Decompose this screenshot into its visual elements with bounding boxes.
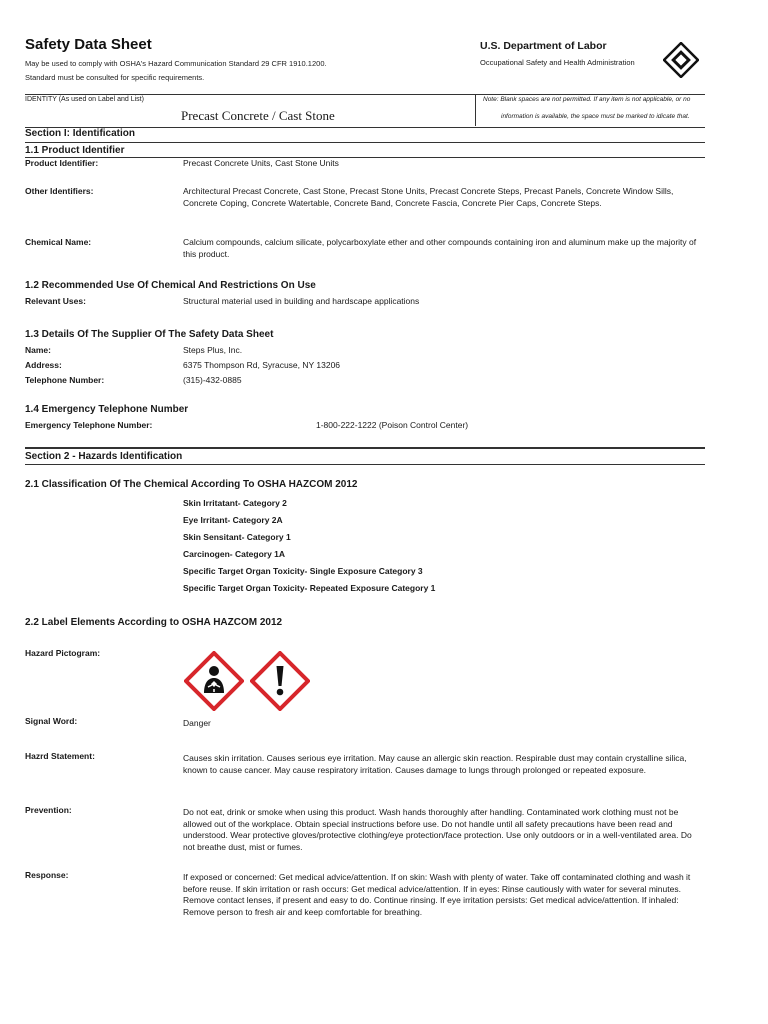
prevention-label: Prevention: xyxy=(25,805,72,815)
emergency-phone-label: Emergency Telephone Number: xyxy=(25,420,153,430)
response-label: Response: xyxy=(25,870,69,880)
compliance-note-2: Standard must be consulted for specific requirements. xyxy=(25,73,205,82)
other-identifiers-label: Other Identifiers: xyxy=(25,186,94,196)
section-2-heading: Section 2 - Hazards Identification xyxy=(25,451,183,462)
identity-label: IDENTITY (As used on Label and List) xyxy=(25,96,144,103)
subsection-2-2-heading: 2.2 Label Elements According to OSHA HAZCOM 2012 xyxy=(25,617,283,628)
product-identifier-value: Precast Concrete Units, Cast Stone Units xyxy=(183,158,339,168)
classification-item: Specific Target Organ Toxicity- Single Exposure Category 3 xyxy=(183,566,423,576)
signal-word-value: Danger xyxy=(183,718,211,728)
response-value: If exposed or concerned: Get medical advice/attention. If on skin: Wash with plenty of water. Take off contaminated clothing and wash it before reuse. If skin irritation or rash occurs: Get medical advice/attention. If in eyes: Rinse cautiously with water for several minutes. Remove contact lenses, if present and easy to do. Continue rinsing. If eye irritation persists: Get medical advice/attention. If inhaled: Remove person to fresh air and keep comfortable for breathing. xyxy=(183,872,691,917)
classification-item: Skin Irritatant- Category 2 xyxy=(183,498,287,508)
hazard-pictogram-label: Hazard Pictogram: xyxy=(25,648,101,658)
divider xyxy=(25,447,705,449)
other-identifiers-value: Architectural Precast Concrete, Cast Stone, Precast Stone Units, Precast Concrete Steps, Precast Panels, Concrete Window Sills, Concrete Coping, Concrete Watertable, Concrete Band, Concrete Fascia, Concrete Pier Caps, Concrete Steps. xyxy=(183,186,674,208)
health-hazard-icon xyxy=(184,651,244,711)
supplier-address-value: 6375 Thompson Rd, Syracuse, NY 13206 xyxy=(183,360,341,370)
hazard-statement-label: Hazrd Statement: xyxy=(25,751,95,761)
exclamation-mark-icon xyxy=(250,651,310,711)
subsection-1-4-heading: 1.4 Emergency Telephone Number xyxy=(25,404,189,415)
product-identifier-label: Product Identifier: xyxy=(25,158,99,168)
supplier-phone-label: Telephone Number: xyxy=(25,375,105,385)
subsection-1-3-heading: 1.3 Details Of The Supplier Of The Safety Data Sheet xyxy=(25,329,274,340)
agency-name: U.S. Department of Labor xyxy=(480,40,607,52)
compliance-note: May be used to comply with OSHA's Hazard Communication Standard 29 CFR 1910.1200. xyxy=(25,59,327,68)
supplier-address-label: Address: xyxy=(25,360,62,370)
blank-space-note-2: information is available, the space must be marked to idicate that. xyxy=(501,113,690,120)
subsection-1-2-heading: 1.2 Recommended Use Of Chemical And Restrictions On Use xyxy=(25,280,316,291)
subsection-2-1-heading: 2.1 Classification Of The Chemical According To OSHA HAZCOM 2012 xyxy=(25,479,358,490)
supplier-phone-value: (315)-432-0885 xyxy=(183,375,242,385)
chemical-name-label: Chemical Name: xyxy=(25,237,92,247)
classification-item: Carcinogen- Category 1A xyxy=(183,549,286,559)
classification-item: Skin Sensitant- Category 1 xyxy=(183,532,291,542)
subsection-1-1-heading: 1.1 Product Identifier xyxy=(25,145,125,156)
supplier-name-label: Name: xyxy=(25,345,51,355)
classification-item: Specific Target Organ Toxicity- Repeated Exposure Category 1 xyxy=(183,583,436,593)
agency-subtitle: Occupational Safety and Health Administration xyxy=(480,58,635,67)
relevant-uses-value: Structural material used in building and hardscape applications xyxy=(183,296,420,306)
identity-value: Precast Concrete / Cast Stone xyxy=(181,108,335,123)
prevention-value: Do not eat, drink or smoke when using this product. Wash hands thoroughly after handling. Contaminated work clothing must not be allowed out of the workplace. Obtain special instructions before use. Do not handle until all safety precautions have been read and understood. Wear protective gloves/protective clothing/eye protection/face protection. Use only outdoors or in a well-ventilated area. Do not breathe dust, mist or fumes. xyxy=(183,807,692,852)
section-1-heading: Section I: Identification xyxy=(25,128,136,139)
signal-word-label: Signal Word: xyxy=(25,716,78,726)
classification-item: Eye Irritant- Category 2A xyxy=(183,515,283,525)
emergency-phone-value: 1-800-222-1222 (Poison Control Center) xyxy=(316,420,469,430)
divider xyxy=(25,142,705,143)
chemical-name-value: Calcium compounds, calcium silicate, polycarboxylate ether and other compounds containing iron and aluminum make up the majority of this product. xyxy=(183,237,697,259)
document-title: Safety Data Sheet xyxy=(25,36,152,53)
divider xyxy=(25,464,705,465)
relevant-uses-label: Relevant Uses: xyxy=(25,296,86,306)
supplier-name-value: Steps Plus, Inc. xyxy=(183,345,243,355)
identity-divider xyxy=(475,94,476,126)
dol-logo-icon xyxy=(663,42,699,78)
hazard-statement-value: Causes skin irritation. Causes serious eye irritation. May cause an allergic skin reaction. Respirable dust may contain crystalline silica, known to cause cancer. May cause respiratory irritation. Causes damage to lungs through prolonged or repeated exposure. xyxy=(183,753,687,775)
blank-space-note: Note: Blank spaces are not permitted. If any item is not applicable, or no xyxy=(483,96,691,103)
